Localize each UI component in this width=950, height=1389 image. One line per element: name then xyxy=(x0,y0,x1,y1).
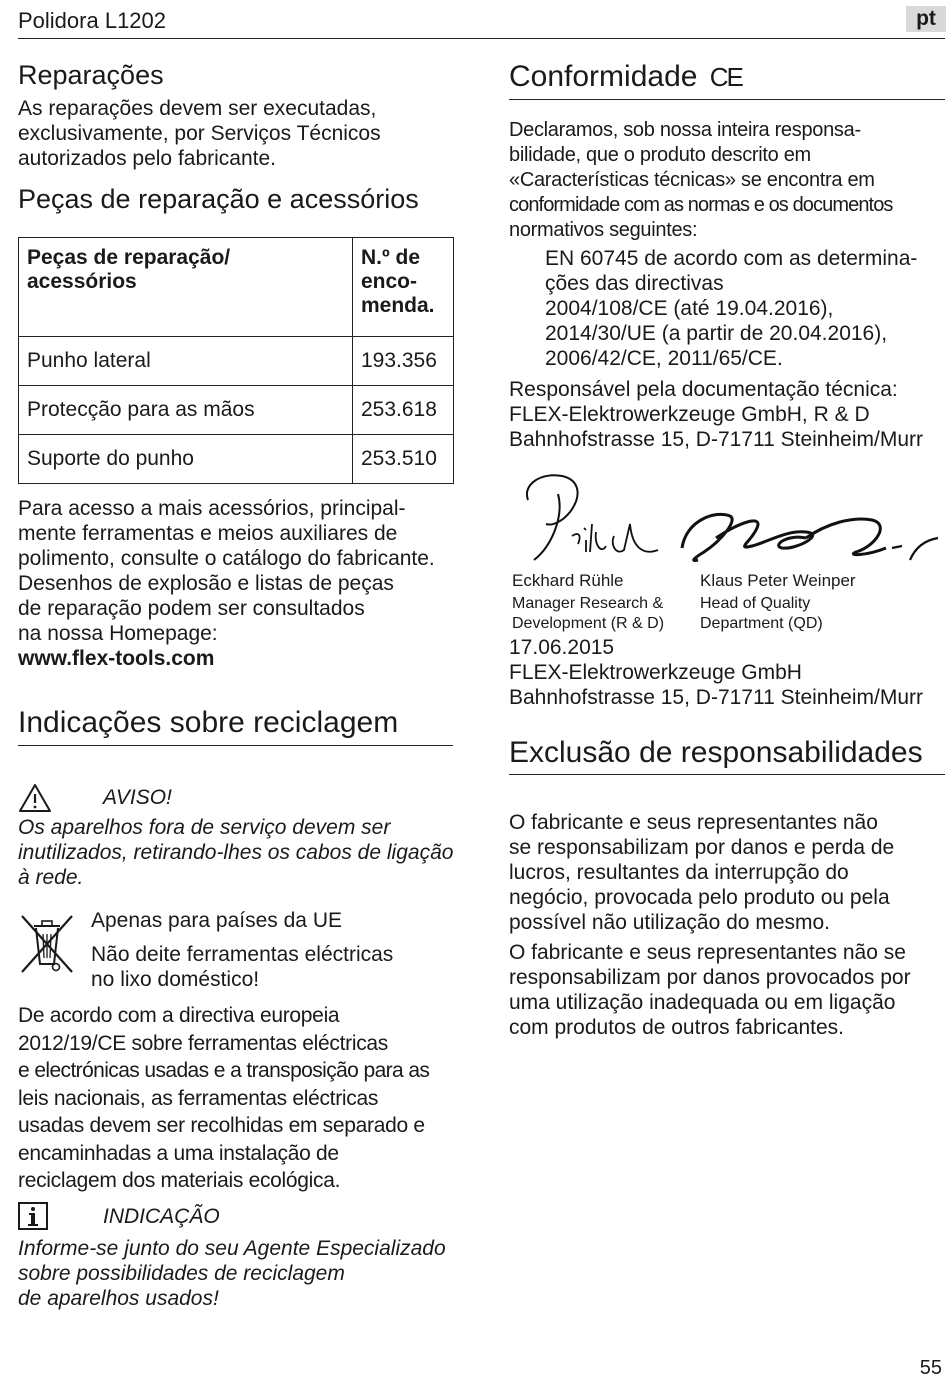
text-line: se responsabilizam por danos e perda de xyxy=(509,836,895,859)
text-line: conformidade com as normas e os documentos xyxy=(509,194,893,216)
part-name: Punho lateral xyxy=(19,337,353,386)
warning-text xyxy=(18,815,454,890)
no-household-text xyxy=(91,942,393,992)
text-line: De acordo com a directiva europeia xyxy=(18,1004,340,1027)
text-line: inutilizados, retirando-lhes os cabos de ligação xyxy=(18,841,454,864)
text-line: Bahnhofstrasse 15, D-71711 Steinheim/Murr xyxy=(509,428,923,451)
address-text: Bahnhofstrasse 15, D-71711 Steinheim/Murr xyxy=(509,686,923,709)
note-label: INDICAÇÃO xyxy=(103,1205,220,1228)
text-line: reciclagem dos materiais ecológica. xyxy=(18,1169,341,1192)
text-line: mente ferramentas e meios auxiliares de xyxy=(18,522,398,545)
text-line: autorizados pelo fabricante. xyxy=(18,147,276,170)
text-line: com produtos de outros fabricantes. xyxy=(509,1016,845,1039)
disclaimer-paragraph-2 xyxy=(509,940,945,1040)
header-line: Peças de reparação/ xyxy=(27,246,231,269)
text-line: Os aparelhos fora de serviço devem ser xyxy=(18,816,391,839)
table-row xyxy=(19,435,454,484)
header-line: enco- xyxy=(361,270,418,293)
conformity-text xyxy=(509,118,945,243)
norms-text xyxy=(545,246,945,371)
text-line: lucros, resultantes da interrupção do xyxy=(509,861,849,884)
warning-triangle-icon xyxy=(18,783,52,813)
text-line: 2012/19/CE sobre ferramentas eléctricas xyxy=(18,1031,388,1055)
note-text xyxy=(18,1236,454,1311)
parts-table xyxy=(18,237,454,484)
language-badge: pt xyxy=(906,6,946,32)
responsible-text xyxy=(509,377,945,452)
part-number: 193.356 xyxy=(353,337,454,386)
text-line: Manager Research & xyxy=(512,595,664,612)
text-line: no lixo doméstico! xyxy=(91,968,260,991)
text-line: Department (QD) xyxy=(700,615,823,632)
text-line: 2004/108/CE (até 19.04.2016), xyxy=(545,297,834,320)
table-row xyxy=(19,337,454,386)
text-line: Head of Quality xyxy=(700,595,811,612)
text-line: de aparelhos usados! xyxy=(18,1287,219,1310)
text-line: «Características técnicas» se encontra em xyxy=(509,169,875,191)
text-line: e electrónicas usadas e a transposição para as xyxy=(18,1059,430,1082)
conformity-divider xyxy=(509,99,945,100)
crossed-out-bin-icon xyxy=(18,912,76,976)
text-line: 2014/30/UE (a partir de 20.04.2016), xyxy=(545,322,888,345)
text-line: na nossa Homepage: xyxy=(18,622,218,645)
signature-block xyxy=(509,635,945,710)
recycling-divider xyxy=(18,745,453,746)
text-line: de reparação podem ser consultados xyxy=(18,597,365,620)
header-line: acessórios xyxy=(27,270,137,293)
disclaimer-heading: Exclusão de responsabilidades xyxy=(509,736,923,769)
text-line: polimento, consulte o catálogo do fabricante. xyxy=(18,547,435,570)
page-number: 55 xyxy=(919,1357,942,1379)
text-line: O fabricante e seus representantes não se xyxy=(509,941,906,964)
parts-table-wrap xyxy=(18,237,454,484)
company-text: FLEX-Elektrowerkzeuge GmbH xyxy=(509,661,802,684)
text-line: exclusivamente, por Serviços Técnicos xyxy=(18,122,381,145)
text-line: Não deite ferramentas eléctricas xyxy=(91,943,394,966)
part-number: 253.618 xyxy=(353,386,454,435)
table-header-row xyxy=(19,238,454,337)
text-line: Para acesso a mais acessórios, principal- xyxy=(18,497,406,520)
eu-only-text: Apenas para países da UE xyxy=(91,909,342,932)
signature-ruehle xyxy=(512,466,672,566)
parts-heading: Peças de reparação e acessórios xyxy=(18,184,419,214)
part-number: 253.510 xyxy=(353,435,454,484)
date-text: 17.06.2015 xyxy=(509,636,615,659)
document-title: Polidora L1202 xyxy=(18,8,167,33)
text-line: encaminhadas a uma instalação de xyxy=(18,1141,339,1165)
text-line: Development (R & D) xyxy=(512,615,665,632)
text-line: Desenhos de explosão e listas de peças xyxy=(18,572,394,595)
text-line: As reparações devem ser executadas, xyxy=(18,97,377,120)
text-line: ções das directivas xyxy=(545,272,724,295)
part-name: Protecção para as mãos xyxy=(19,386,353,435)
table-row xyxy=(19,386,454,435)
header-divider xyxy=(18,38,945,39)
text-line: negócio, provocada pelo produto ou pela xyxy=(509,886,890,909)
text-line: usadas devem ser recolhidas em separado e xyxy=(18,1114,425,1137)
text-line: à rede. xyxy=(18,866,84,889)
homepage-link[interactable]: www.flex-tools.com xyxy=(18,647,215,670)
conformity-title: Conformidade xyxy=(509,60,698,93)
ce-mark-icon: CE xyxy=(709,62,742,92)
signer1-role xyxy=(512,594,664,634)
text-line: normativos seguintes: xyxy=(509,219,698,241)
info-icon xyxy=(18,1202,48,1230)
signer1-name: Eckhard Rühle xyxy=(512,571,624,590)
text-line: 2006/42/CE, 2011/65/CE. xyxy=(545,347,783,370)
text-line: O fabricante e seus representantes não xyxy=(509,811,878,834)
repairs-heading: Reparações xyxy=(18,60,164,90)
signer2-role xyxy=(700,594,823,634)
signer2-name: Klaus Peter Weinper xyxy=(700,571,856,590)
warning-label: AVISO! xyxy=(103,786,172,809)
signature-weinper xyxy=(676,490,941,580)
disclaimer-divider xyxy=(509,774,945,775)
header-cell-order-number xyxy=(353,238,454,337)
text-line: uma utilização inadequada ou em ligação xyxy=(509,991,896,1014)
conformity-heading xyxy=(509,60,945,94)
text-line: possível não utilização do mesmo. xyxy=(509,911,830,934)
header-line: menda. xyxy=(361,294,435,317)
text-line: Responsável pela documentação técnica: xyxy=(509,378,898,401)
text-line: Informe-se junto do seu Agente Especializado xyxy=(18,1237,446,1260)
header-cell-part xyxy=(19,238,353,337)
text-line: sobre possibilidades de reciclagem xyxy=(18,1262,345,1285)
text-line: Declaramos, sob nossa inteira responsa- xyxy=(509,119,861,141)
part-name: Suporte do punho xyxy=(19,435,353,484)
repairs-text xyxy=(18,96,454,171)
text-line: FLEX-Elektrowerkzeuge GmbH, R & D xyxy=(509,403,870,426)
disclaimer-paragraph-1 xyxy=(509,810,945,935)
accessories-text xyxy=(18,496,454,671)
recycling-heading: Indicações sobre reciclagem xyxy=(18,706,399,739)
text-line: leis nacionais, as ferramentas eléctricas xyxy=(18,1086,379,1110)
header-line: N.º de xyxy=(361,246,421,269)
text-line: bilidade, que o produto descrito em xyxy=(509,144,811,166)
directive-text xyxy=(18,1002,454,1195)
text-line: responsabilizam por danos provocados por xyxy=(509,966,911,989)
text-line: EN 60745 de acordo com as determina- xyxy=(545,247,918,270)
